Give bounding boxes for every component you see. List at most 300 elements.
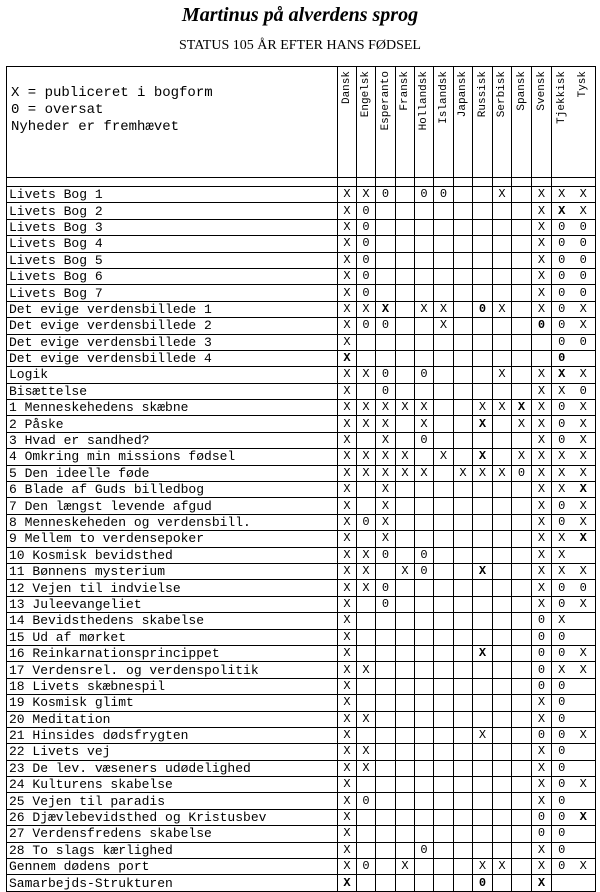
status-cell: 0: [552, 809, 572, 825]
status-cell: [434, 285, 454, 301]
status-cell: X: [532, 268, 552, 284]
status-cell: [512, 875, 532, 891]
status-cell: X: [552, 383, 572, 399]
status-cell: [376, 350, 396, 366]
status-cell: [473, 367, 493, 383]
status-cell: X: [396, 449, 415, 465]
status-cell: 0: [552, 268, 572, 284]
status-cell: [493, 596, 512, 612]
status-cell: [357, 482, 376, 498]
language-header: [493, 67, 512, 178]
status-cell: 0: [473, 875, 493, 891]
status-cell: X: [532, 252, 552, 268]
status-cell: X: [512, 416, 532, 432]
status-cell: [396, 744, 415, 760]
status-cell: X: [338, 531, 357, 547]
book-title: 4 Omkring min missions fødsel: [7, 449, 338, 465]
status-cell: 0: [532, 826, 552, 842]
status-cell: [434, 596, 454, 612]
status-cell: X: [357, 301, 376, 317]
status-cell: [493, 711, 512, 727]
status-cell: X: [396, 465, 415, 481]
status-cell: X: [376, 514, 396, 530]
status-cell: [434, 400, 454, 416]
status-cell: [434, 859, 454, 875]
status-cell: [454, 678, 473, 694]
separator-cell: [415, 178, 434, 187]
book-title: 14 Bevidsthedens skabelse: [7, 613, 338, 629]
status-cell: [434, 334, 454, 350]
status-cell: [376, 760, 396, 776]
status-cell: 0: [376, 187, 396, 203]
status-cell: 0: [572, 334, 596, 350]
status-cell: [357, 498, 376, 514]
status-cell: 0: [415, 187, 434, 203]
status-cell: X: [493, 187, 512, 203]
status-cell: [396, 367, 415, 383]
book-title: Livets Bog 7: [7, 285, 338, 301]
status-cell: [376, 219, 396, 235]
status-cell: X: [532, 236, 552, 252]
status-cell: [434, 777, 454, 793]
status-cell: [473, 236, 493, 252]
status-cell: [493, 744, 512, 760]
status-cell: [454, 563, 473, 579]
status-cell: X: [338, 809, 357, 825]
status-cell: X: [357, 760, 376, 776]
status-cell: 0: [532, 678, 552, 694]
status-cell: [396, 875, 415, 891]
status-cell: [493, 662, 512, 678]
status-cell: [512, 613, 532, 629]
separator-cell: [493, 178, 512, 187]
status-cell: [415, 596, 434, 612]
status-cell: [454, 432, 473, 448]
status-cell: 0: [552, 695, 572, 711]
status-cell: [493, 350, 512, 366]
status-cell: X: [338, 645, 357, 661]
status-cell: [473, 547, 493, 563]
status-cell: X: [572, 809, 596, 825]
status-cell: X: [532, 465, 552, 481]
status-cell: [512, 498, 532, 514]
table-row: [7, 268, 596, 284]
status-cell: [493, 875, 512, 891]
status-cell: X: [338, 842, 357, 858]
status-cell: [473, 678, 493, 694]
book-title: 24 Kulturens skabelse: [7, 777, 338, 793]
status-cell: [357, 842, 376, 858]
status-cell: [532, 334, 552, 350]
status-cell: X: [572, 301, 596, 317]
status-cell: [493, 531, 512, 547]
status-cell: [396, 662, 415, 678]
status-cell: [396, 596, 415, 612]
status-cell: 0: [552, 334, 572, 350]
status-cell: X: [357, 744, 376, 760]
status-cell: X: [473, 416, 493, 432]
status-cell: X: [572, 662, 596, 678]
status-cell: 0: [572, 252, 596, 268]
status-cell: [493, 416, 512, 432]
book-title: 1 Menneskehedens skæbne: [7, 400, 338, 416]
status-cell: 0: [376, 318, 396, 334]
status-cell: [454, 400, 473, 416]
separator-cell: [572, 178, 596, 187]
status-cell: X: [338, 695, 357, 711]
status-cell: X: [338, 777, 357, 793]
table-row: [7, 711, 596, 727]
status-cell: X: [572, 645, 596, 661]
status-cell: [357, 350, 376, 366]
table-row: [7, 645, 596, 661]
status-cell: [357, 596, 376, 612]
status-cell: [396, 793, 415, 809]
status-cell: X: [572, 318, 596, 334]
status-cell: [357, 695, 376, 711]
status-cell: X: [572, 596, 596, 612]
status-cell: [415, 793, 434, 809]
status-cell: [396, 711, 415, 727]
status-cell: [493, 449, 512, 465]
status-cell: [396, 383, 415, 399]
status-cell: [415, 498, 434, 514]
status-cell: [434, 383, 454, 399]
table-row: [7, 318, 596, 334]
status-cell: 0: [357, 793, 376, 809]
status-cell: X: [572, 449, 596, 465]
status-cell: X: [572, 465, 596, 481]
status-cell: [493, 203, 512, 219]
status-cell: [473, 744, 493, 760]
status-cell: 0: [376, 580, 396, 596]
status-cell: X: [552, 531, 572, 547]
status-cell: [396, 760, 415, 776]
status-cell: 0: [357, 859, 376, 875]
status-cell: [376, 563, 396, 579]
status-cell: [357, 334, 376, 350]
status-cell: 0: [572, 580, 596, 596]
status-cell: 0: [552, 219, 572, 235]
status-cell: [473, 514, 493, 530]
table-row: [7, 367, 596, 383]
legend-line-published: X = publiceret i bogform: [11, 85, 213, 101]
status-cell: X: [532, 498, 552, 514]
status-cell: [434, 268, 454, 284]
status-cell: [572, 793, 596, 809]
status-cell: [357, 432, 376, 448]
status-cell: [572, 547, 596, 563]
status-cell: 0: [532, 662, 552, 678]
status-cell: [396, 580, 415, 596]
status-cell: X: [552, 187, 572, 203]
status-cell: [396, 531, 415, 547]
status-cell: X: [338, 432, 357, 448]
status-cell: [572, 826, 596, 842]
status-cell: X: [338, 826, 357, 842]
page-subtitle: STATUS 105 ÅR EFTER HANS FØDSEL: [179, 38, 421, 53]
status-cell: [357, 678, 376, 694]
table-row: [7, 809, 596, 825]
status-cell: [473, 531, 493, 547]
status-cell: [396, 252, 415, 268]
status-cell: [493, 318, 512, 334]
status-cell: [572, 629, 596, 645]
book-title: 19 Kosmisk glimt: [7, 695, 338, 711]
status-cell: X: [396, 400, 415, 416]
table-row: [7, 187, 596, 203]
language-label: Hollandsk: [418, 71, 430, 131]
status-cell: X: [572, 416, 596, 432]
status-cell: [512, 727, 532, 743]
status-cell: X: [338, 252, 357, 268]
status-cell: X: [376, 465, 396, 481]
status-cell: [415, 695, 434, 711]
status-cell: X: [338, 563, 357, 579]
status-cell: [434, 547, 454, 563]
status-cell: [376, 875, 396, 891]
status-cell: [376, 662, 396, 678]
status-cell: X: [532, 432, 552, 448]
status-cell: X: [532, 367, 552, 383]
status-cell: 0: [552, 416, 572, 432]
status-cell: [454, 203, 473, 219]
status-cell: [434, 760, 454, 776]
status-cell: X: [532, 301, 552, 317]
status-cell: 0: [552, 498, 572, 514]
status-cell: [396, 432, 415, 448]
status-cell: 0: [376, 547, 396, 563]
book-title: Samarbejds-Strukturen: [7, 875, 338, 891]
status-cell: [434, 432, 454, 448]
status-cell: X: [572, 187, 596, 203]
status-cell: [434, 465, 454, 481]
status-cell: X: [338, 383, 357, 399]
language-header: [357, 67, 376, 178]
status-cell: [376, 285, 396, 301]
status-cell: [434, 793, 454, 809]
status-cell: 0: [415, 367, 434, 383]
table-row: [7, 629, 596, 645]
status-cell: X: [532, 514, 552, 530]
status-cell: [454, 531, 473, 547]
status-cell: [434, 842, 454, 858]
book-title: 13 Juleevangeliet: [7, 596, 338, 612]
status-cell: [396, 301, 415, 317]
status-cell: [415, 252, 434, 268]
status-cell: [396, 350, 415, 366]
status-cell: X: [338, 219, 357, 235]
status-cell: [357, 531, 376, 547]
language-header: [572, 67, 596, 178]
status-cell: [376, 842, 396, 858]
status-cell: [493, 842, 512, 858]
language-label: Russisk: [476, 71, 489, 118]
separator-cell: [338, 178, 357, 187]
book-title: 28 To slags kærlighed: [7, 842, 338, 858]
status-cell: [572, 875, 596, 891]
language-label: Serbisk: [496, 71, 508, 118]
language-label: Svensk: [535, 71, 548, 111]
status-cell: [572, 350, 596, 366]
status-cell: [415, 449, 434, 465]
status-cell: [434, 678, 454, 694]
status-cell: [512, 563, 532, 579]
status-cell: [552, 875, 572, 891]
status-cell: [396, 678, 415, 694]
status-cell: [473, 432, 493, 448]
status-cell: [512, 482, 532, 498]
status-cell: [473, 613, 493, 629]
status-cell: X: [415, 301, 434, 317]
status-cell: [512, 432, 532, 448]
book-title: Gennem dødens port: [7, 859, 338, 875]
status-cell: X: [532, 416, 552, 432]
status-cell: [396, 629, 415, 645]
status-cell: 0: [357, 318, 376, 334]
separator-cell: [552, 178, 572, 187]
status-cell: 0: [552, 645, 572, 661]
status-cell: [512, 236, 532, 252]
status-cell: [434, 252, 454, 268]
status-cell: 0: [552, 596, 572, 612]
status-cell: [357, 383, 376, 399]
status-cell: X: [572, 400, 596, 416]
status-cell: X: [532, 547, 552, 563]
book-title: 17 Verdensrel. og verdenspolitik: [7, 662, 338, 678]
status-cell: 0: [376, 367, 396, 383]
status-cell: [434, 809, 454, 825]
status-cell: [493, 285, 512, 301]
status-cell: [396, 318, 415, 334]
table-row: [7, 449, 596, 465]
status-cell: [396, 695, 415, 711]
table-row: [7, 760, 596, 776]
status-cell: [473, 826, 493, 842]
status-cell: [396, 416, 415, 432]
status-cell: X: [338, 711, 357, 727]
status-cell: [415, 318, 434, 334]
status-cell: 0: [572, 285, 596, 301]
status-cell: [415, 350, 434, 366]
status-cell: 0: [376, 596, 396, 612]
language-header: [454, 67, 473, 178]
status-cell: [493, 219, 512, 235]
status-cell: [396, 187, 415, 203]
status-cell: [376, 809, 396, 825]
status-cell: [473, 252, 493, 268]
status-cell: [415, 514, 434, 530]
status-cell: [415, 203, 434, 219]
table-row: [7, 350, 596, 366]
status-cell: [415, 613, 434, 629]
status-cell: [493, 727, 512, 743]
status-cell: [454, 695, 473, 711]
status-cell: [512, 629, 532, 645]
status-cell: [434, 236, 454, 252]
status-cell: [493, 563, 512, 579]
book-title: 22 Livets vej: [7, 744, 338, 760]
table-row: [7, 514, 596, 530]
status-cell: [512, 350, 532, 366]
status-cell: [572, 744, 596, 760]
status-cell: X: [338, 793, 357, 809]
table-row: [7, 203, 596, 219]
status-cell: X: [338, 350, 357, 366]
status-cell: [415, 662, 434, 678]
status-cell: [454, 826, 473, 842]
status-cell: [512, 334, 532, 350]
status-cell: X: [552, 482, 572, 498]
status-cell: [454, 629, 473, 645]
status-cell: [493, 383, 512, 399]
book-title: Det evige verdensbillede 2: [7, 318, 338, 334]
status-cell: X: [338, 514, 357, 530]
status-cell: [512, 514, 532, 530]
status-cell: 0: [552, 318, 572, 334]
status-cell: X: [415, 465, 434, 481]
status-cell: [376, 613, 396, 629]
status-cell: [415, 383, 434, 399]
table-row: [7, 531, 596, 547]
status-cell: [512, 859, 532, 875]
book-title: 27 Verdensfredens skabelse: [7, 826, 338, 842]
status-cell: X: [473, 400, 493, 416]
status-cell: [493, 252, 512, 268]
separator-cell: [357, 178, 376, 187]
language-header: [552, 67, 572, 178]
status-cell: X: [532, 203, 552, 219]
table-row: [7, 301, 596, 317]
status-cell: 0: [552, 301, 572, 317]
table-row: [7, 285, 596, 301]
separator-cell: [396, 178, 415, 187]
status-cell: [454, 367, 473, 383]
status-cell: 0: [473, 301, 493, 317]
book-title: 6 Blade af Guds billedbog: [7, 482, 338, 498]
status-cell: [357, 826, 376, 842]
status-cell: [357, 645, 376, 661]
status-cell: X: [572, 203, 596, 219]
status-cell: [376, 793, 396, 809]
status-cell: X: [532, 695, 552, 711]
status-cell: [434, 482, 454, 498]
status-cell: X: [376, 432, 396, 448]
table-row: [7, 580, 596, 596]
status-cell: X: [357, 580, 376, 596]
language-label: Spansk: [515, 71, 528, 111]
table-row: [7, 334, 596, 350]
status-cell: X: [338, 760, 357, 776]
status-cell: X: [338, 334, 357, 350]
book-title: Livets Bog 6: [7, 268, 338, 284]
status-cell: [434, 645, 454, 661]
status-cell: 0: [572, 219, 596, 235]
status-cell: [473, 842, 493, 858]
status-cell: [493, 580, 512, 596]
table-row: [7, 875, 596, 891]
status-cell: [572, 678, 596, 694]
status-cell: [396, 645, 415, 661]
table-row: [7, 826, 596, 842]
status-cell: 0: [552, 236, 572, 252]
status-cell: [415, 678, 434, 694]
status-cell: 0: [552, 252, 572, 268]
status-cell: [512, 842, 532, 858]
status-cell: X: [493, 301, 512, 317]
status-cell: 0: [357, 219, 376, 235]
status-cell: [512, 793, 532, 809]
